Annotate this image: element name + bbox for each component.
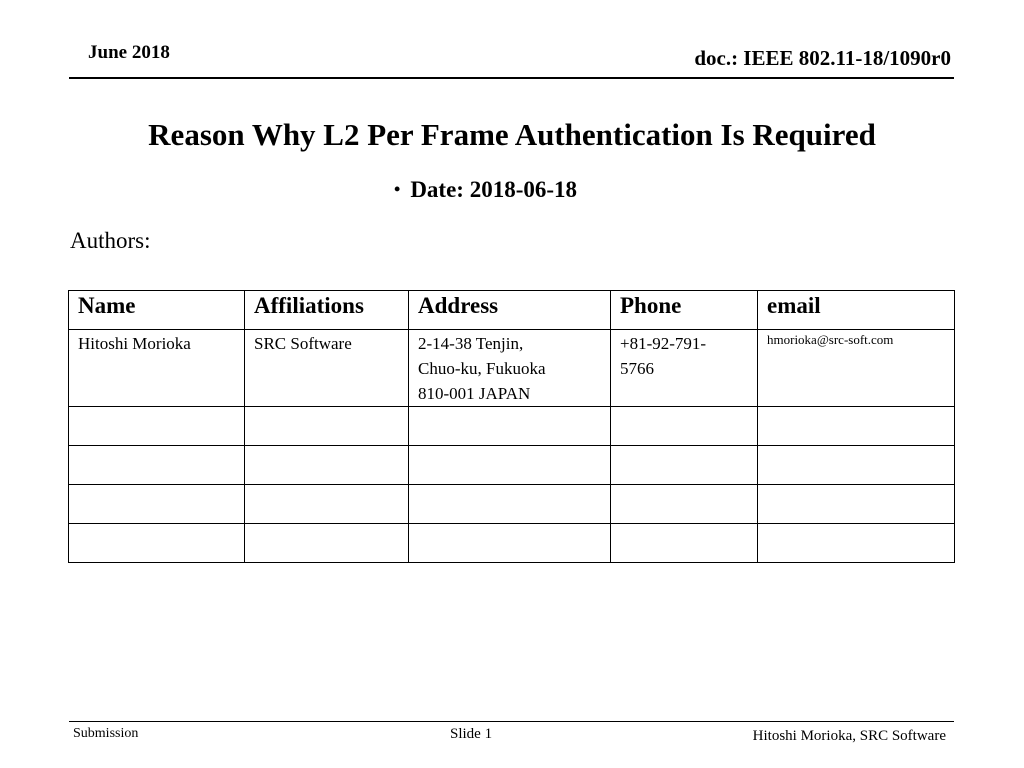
column-header-address: Address: [409, 291, 611, 330]
empty-cell: [69, 524, 245, 563]
empty-cell: [69, 407, 245, 446]
empty-cell: [245, 524, 409, 563]
author-name: Hitoshi Morioka: [69, 330, 245, 407]
author-affiliation: SRC Software: [245, 330, 409, 407]
footer-submission: Submission: [73, 726, 139, 741]
column-header-email: email: [758, 291, 955, 330]
column-header-name: Name: [69, 291, 245, 330]
empty-cell: [758, 446, 955, 485]
authors-label: Authors:: [70, 228, 151, 253]
empty-cell: [409, 407, 611, 446]
empty-cell: [611, 446, 758, 485]
empty-cell: [758, 524, 955, 563]
address-line: 2-14-38 Tenjin,: [418, 334, 524, 353]
author-email: hmorioka@src-soft.com: [758, 330, 955, 407]
table-row: [69, 330, 955, 407]
footer-slide-number: Slide 1: [450, 726, 493, 742]
empty-cell: [611, 524, 758, 563]
footer-divider: [69, 721, 954, 722]
empty-cell: [611, 407, 758, 446]
slide-title: Reason Why L2 Per Frame Authentication Is Required: [148, 117, 876, 152]
table-header-row: [69, 291, 955, 330]
empty-cell: [758, 407, 955, 446]
empty-table-row: [69, 524, 955, 563]
empty-cell: [409, 485, 611, 524]
header-doc-id: doc.: IEEE 802.11-18/1090r0: [694, 46, 951, 70]
empty-cell: [69, 485, 245, 524]
date-label: Date: 2018-06-18: [410, 177, 578, 202]
column-header-phone: Phone: [611, 291, 758, 330]
empty-table-row: [69, 485, 955, 524]
phone-line: 5766: [620, 359, 654, 378]
bullet-icon: •: [394, 179, 401, 199]
empty-cell: [245, 407, 409, 446]
footer-author: Hitoshi Morioka, SRC Software: [752, 728, 946, 744]
header-date: June 2018: [88, 42, 170, 63]
address-line: Chuo-ku, Fukuoka: [418, 359, 546, 378]
authors-table: [68, 290, 955, 563]
empty-table-row: [69, 407, 955, 446]
header-divider: [69, 77, 954, 79]
phone-line: +81-92-791-: [620, 334, 707, 353]
empty-cell: [245, 485, 409, 524]
address-line: 810-001 JAPAN: [418, 384, 531, 403]
column-header-affiliations: Affiliations: [245, 291, 409, 330]
empty-cell: [758, 485, 955, 524]
author-phone: [611, 330, 758, 407]
date-line: [394, 177, 577, 203]
author-address: [409, 330, 611, 407]
empty-cell: [245, 446, 409, 485]
empty-cell: [409, 446, 611, 485]
empty-cell: [409, 524, 611, 563]
empty-cell: [611, 485, 758, 524]
empty-cell: [69, 446, 245, 485]
empty-table-row: [69, 446, 955, 485]
